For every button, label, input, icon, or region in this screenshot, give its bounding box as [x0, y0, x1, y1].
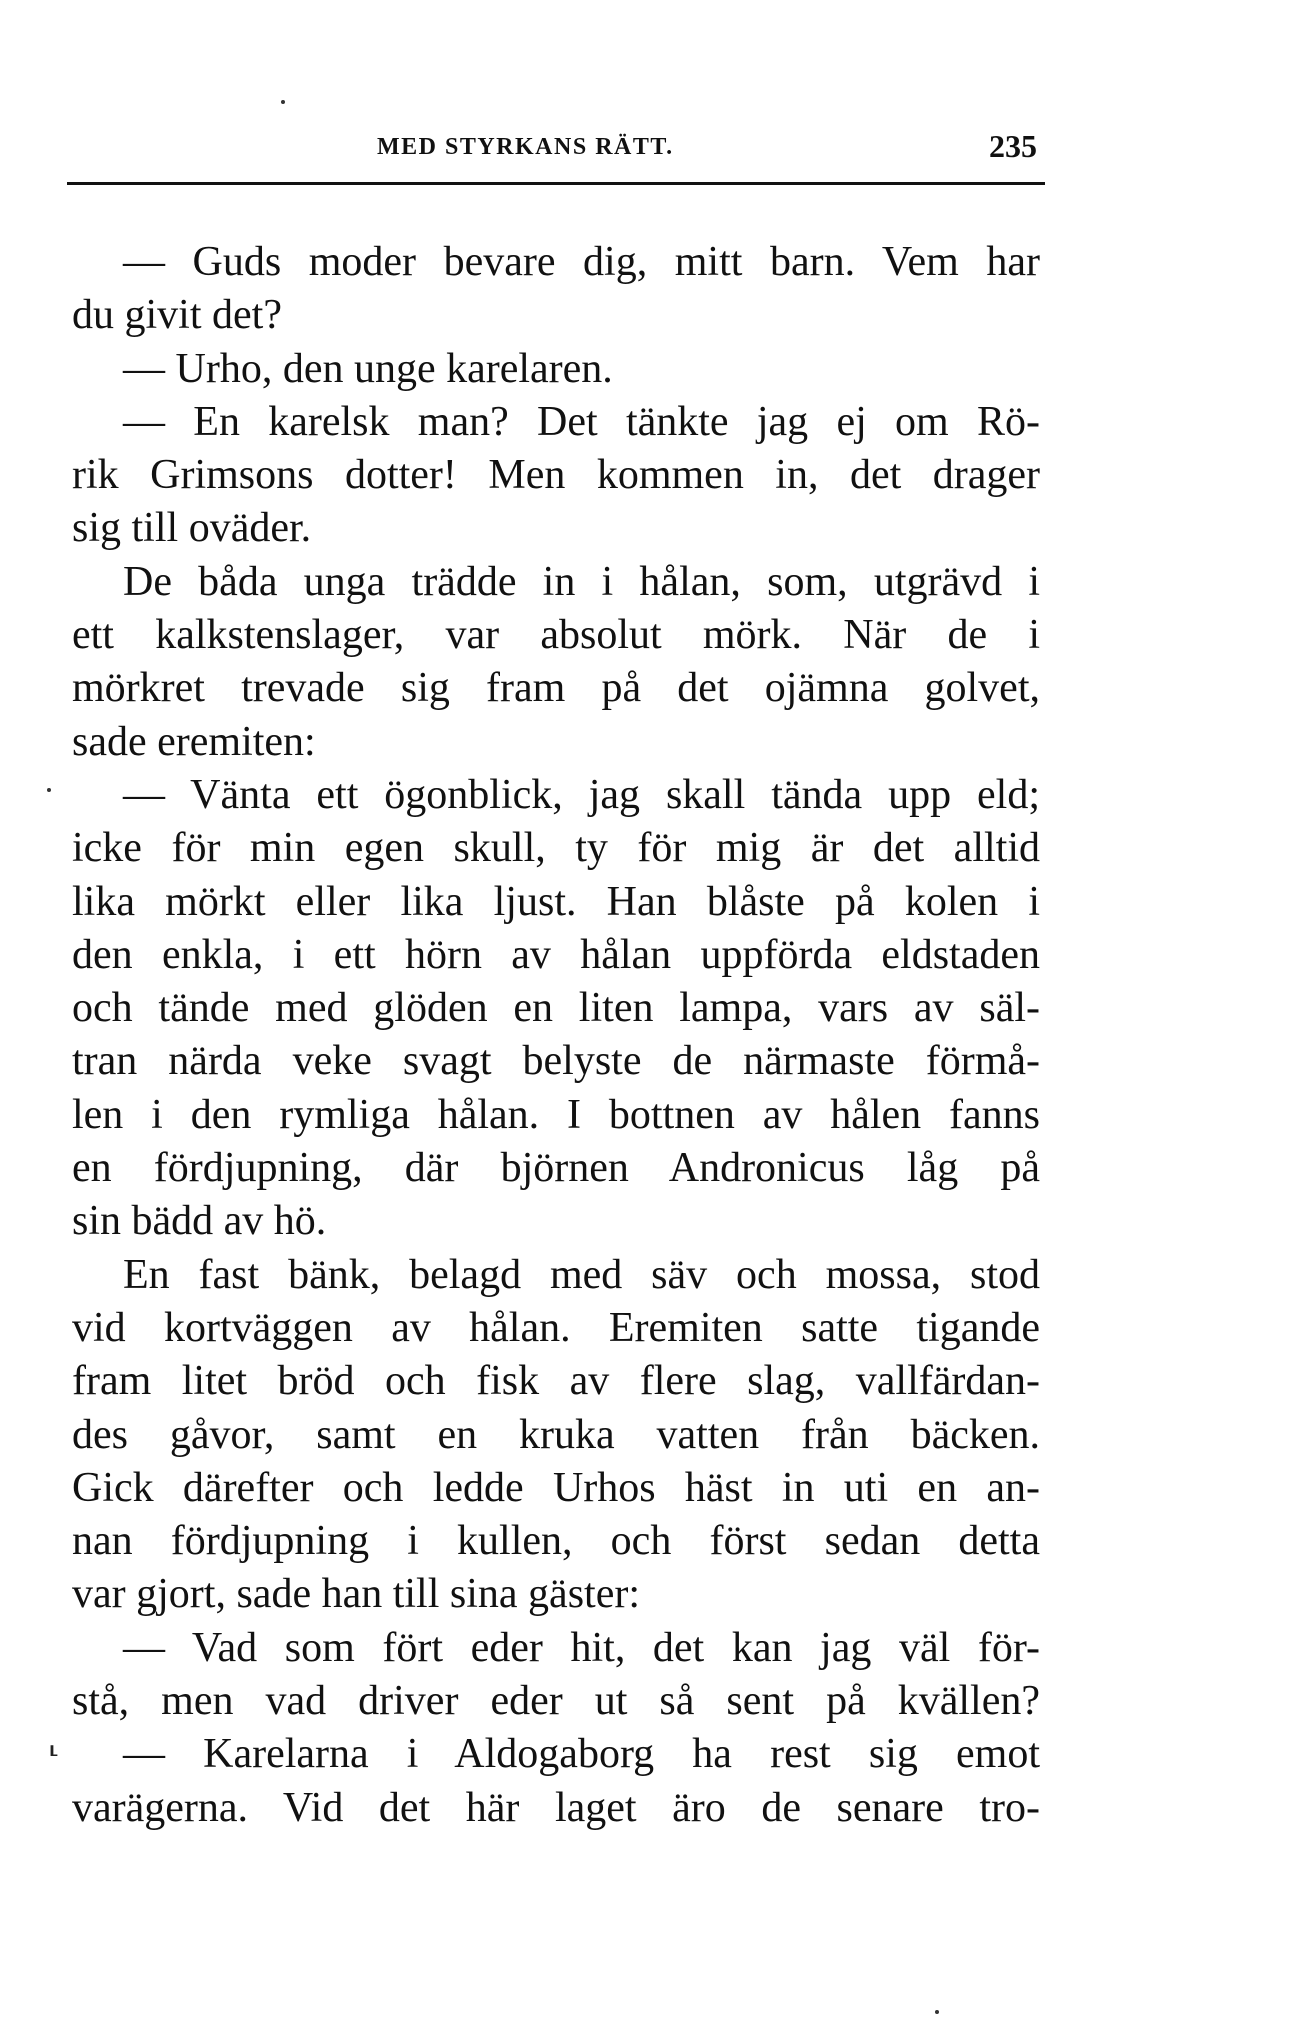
text-line: — Urho, den unge karelaren. — [123, 345, 613, 392]
paper-speck — [281, 100, 285, 104]
text-line: varägerna. Vid det här laget äro de senare tro- — [72, 1784, 1040, 1831]
running-title: MED STYRKANS RÄTT. — [377, 134, 674, 160]
text-line: och tände med glöden en liten lampa, vars av säl- — [72, 985, 1040, 1032]
text-line: De båda unga trädde in i hålan, som, utgrävd i — [123, 558, 1040, 605]
text-line: rik Grimsons dotter! Men kommen in, det drager — [72, 452, 1040, 499]
text-line: tran närda veke svagt belyste de närmaste förmå- — [72, 1038, 1040, 1085]
text-line: — Guds moder bevare dig, mitt barn. Vem har — [123, 239, 1040, 285]
margin-mark: ⸤ — [48, 1726, 60, 1759]
header-rule — [67, 182, 1045, 185]
page-number: 235 — [989, 128, 1037, 164]
body-text — [72, 236, 1040, 1835]
text-line: icke för min egen skull, ty för mig är det alltid — [72, 825, 1040, 872]
running-header — [67, 126, 1045, 166]
text-line: — Karelarna i Aldogaborg ha rest sig emot — [123, 1731, 1040, 1778]
text-line: den enkla, i ett hörn av hålan uppförda eldstaden — [72, 931, 1040, 978]
text-line: mörkret trevade sig fram på det ojämna golvet, — [72, 665, 1040, 712]
text-line: lika mörkt eller lika ljust. Han blåste på kolen i — [72, 878, 1040, 925]
text-line: sade eremiten: — [72, 718, 316, 765]
text-line: stå, men vad driver eder ut så sent på kvällen? — [72, 1678, 1040, 1725]
text-line: Gick därefter och ledde Urhos häst in uti en an- — [72, 1464, 1040, 1511]
text-line: vid kortväggen av hålan. Eremiten satte tigande — [72, 1304, 1040, 1351]
text-line: — Vad som fört eder hit, det kan jag väl för- — [123, 1624, 1040, 1671]
text-line: en fördjupning, där björnen Andronicus låg på — [72, 1145, 1040, 1192]
text-line: sig till oväder. — [72, 505, 312, 552]
text-line: En fast bänk, belagd med säv och mossa, stod — [123, 1251, 1040, 1298]
text-line: var gjort, sade han till sina gäster: — [72, 1571, 641, 1618]
text-line: — Vänta ett ögonblick, jag skall tända upp eld; — [123, 771, 1040, 818]
paper-speck — [47, 788, 51, 792]
text-line: ett kalkstenslager, var absolut mörk. När de i — [72, 612, 1040, 659]
text-line: fram litet bröd och fisk av flere slag, vallfärdan- — [72, 1358, 1040, 1405]
text-line: du givit det? — [72, 292, 282, 339]
text-line: — En karelsk man? Det tänkte jag ej om Rö- — [123, 398, 1040, 445]
paper-speck — [935, 2010, 939, 2014]
text-line: sin bädd av hö. — [72, 1198, 327, 1245]
text-line: des gåvor, samt en kruka vatten från bäcken. — [72, 1411, 1040, 1458]
text-line: len i den rymliga hålan. I bottnen av hålen fanns — [72, 1091, 1040, 1138]
text-line: nan fördjupning i kullen, och först sedan detta — [72, 1518, 1040, 1565]
